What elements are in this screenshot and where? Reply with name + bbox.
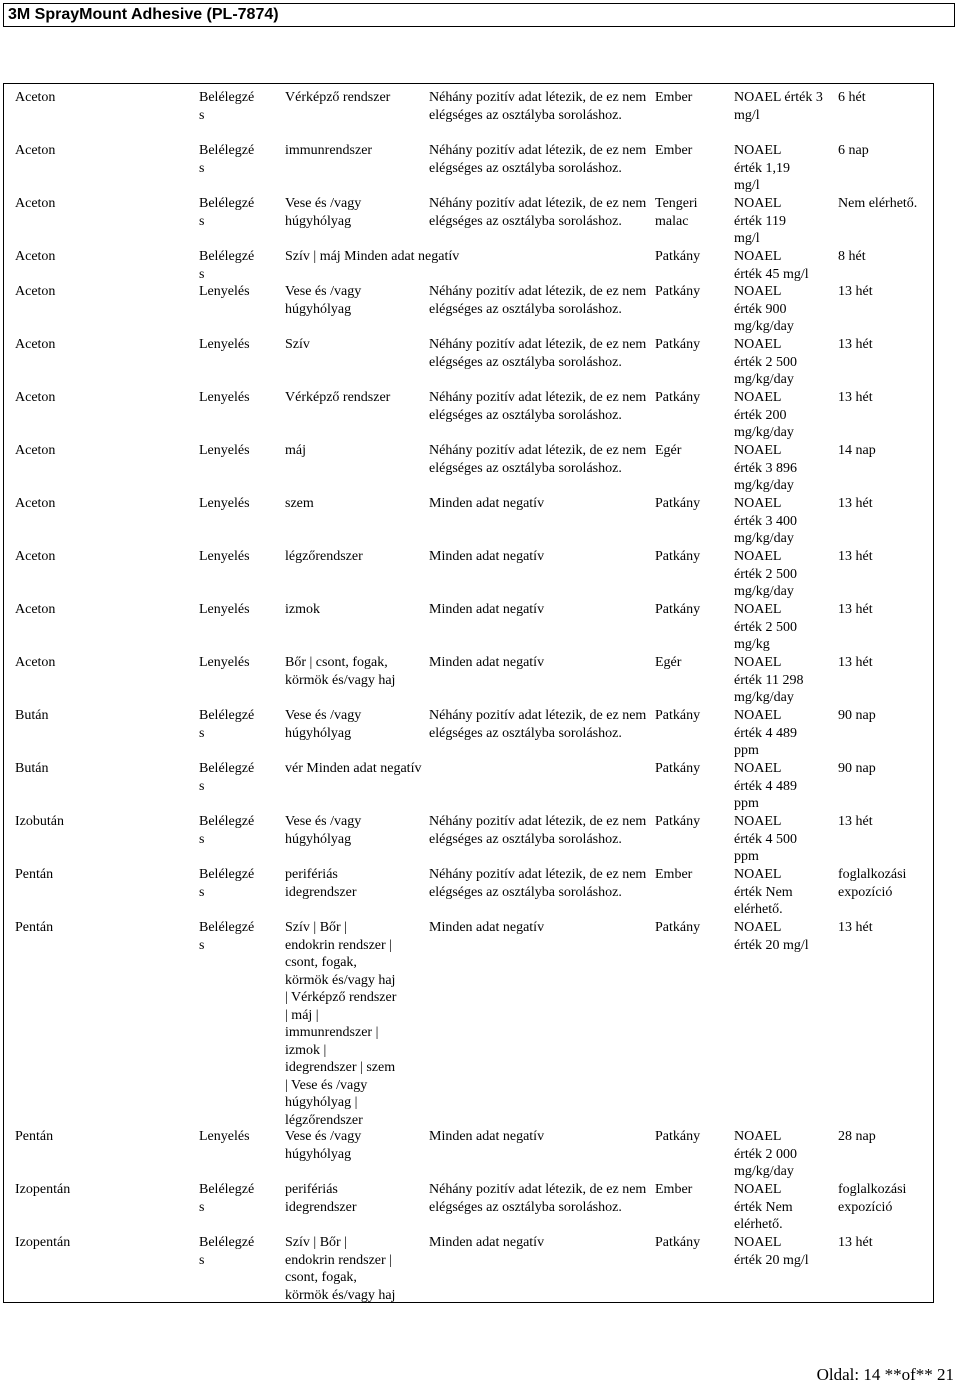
species-cell: Patkány: [655, 814, 701, 829]
species-cell: Egér: [655, 655, 682, 670]
result-cell: Minden adat negatív: [429, 549, 545, 564]
result-cell: Minden adat negatív: [429, 1129, 545, 1144]
route-cell: Belélegzé s: [199, 920, 255, 953]
route-cell: Lenyelés: [199, 443, 250, 458]
route-cell: Belélegzé s: [199, 708, 255, 741]
result-cell: Néhány pozitív adat létezik, de ez nem elégséges az osztályba soroláshoz.: [429, 337, 647, 370]
duration-cell: 6 nap: [838, 143, 869, 158]
substance-cell: Bután: [15, 761, 49, 776]
result-cell: Néhány pozitív adat létezik, de ez nem elégséges az osztályba soroláshoz.: [429, 90, 647, 123]
result-cell: Minden adat negatív: [429, 496, 545, 511]
species-cell: Patkány: [655, 1129, 701, 1144]
result-cell: Néhány pozitív adat létezik, de ez nem elégséges az osztályba soroláshoz.: [429, 196, 647, 229]
document-header: 3M SprayMount Adhesive (PL-7874): [3, 3, 955, 27]
substance-cell: Aceton: [15, 655, 56, 670]
duration-cell: 90 nap: [838, 708, 876, 723]
target-organ-cell: szem: [285, 496, 314, 511]
species-cell: Ember: [655, 867, 693, 882]
result-cell: Minden adat negatív: [429, 655, 545, 670]
species-cell: Tengeri malac: [655, 196, 698, 229]
substance-cell: Aceton: [15, 443, 56, 458]
duration-cell: 90 nap: [838, 761, 876, 776]
duration-cell: 8 hét: [838, 249, 866, 264]
target-organ-cell: izmok: [285, 602, 320, 617]
target-organ-cell: Bőr | csont, fogak, körmök és/vagy haj: [285, 655, 396, 688]
value-cell: NOAEL érték 200 mg/kg/day: [734, 390, 794, 440]
species-cell: Ember: [655, 1182, 693, 1197]
result-cell: Néhány pozitív adat létezik, de ez nem elégséges az osztályba soroláshoz.: [429, 143, 647, 176]
target-organ-cell: Vese és /vagy húgyhólyag: [285, 196, 362, 229]
target-organ-cell: immunrendszer: [285, 143, 373, 158]
value-cell: NOAEL érték 3 mg/l: [734, 90, 823, 123]
value-cell: NOAEL érték 900 mg/kg/day: [734, 284, 794, 334]
route-cell: Belélegzé s: [199, 867, 255, 900]
target-organ-cell: Szív | Bőr | endokrin rendszer | csont, fogak, körmök és/vagy haj: [285, 1235, 396, 1303]
substance-cell: Aceton: [15, 143, 56, 158]
result-cell: Néhány pozitív adat létezik, de ez nem elégséges az osztályba soroláshoz.: [429, 708, 647, 741]
route-cell: Belélegzé s: [199, 90, 255, 123]
route-cell: Belélegzé s: [199, 761, 255, 794]
substance-cell: Aceton: [15, 496, 56, 511]
route-cell: Lenyelés: [199, 1129, 250, 1144]
target-organ-cell: Vese és /vagy húgyhólyag: [285, 814, 362, 847]
route-cell: Belélegzé s: [199, 814, 255, 847]
organ-result-cell: vér Minden adat negatív: [285, 761, 422, 776]
substance-cell: Aceton: [15, 549, 56, 564]
substance-cell: Izopentán: [15, 1182, 71, 1197]
route-cell: Belélegzé s: [199, 143, 255, 176]
duration-cell: 28 nap: [838, 1129, 876, 1144]
species-cell: Patkány: [655, 496, 701, 511]
value-cell: NOAEL érték 2 500 mg/kg: [734, 602, 797, 652]
substance-cell: Aceton: [15, 284, 56, 299]
result-cell: Minden adat negatív: [429, 1235, 545, 1250]
toxicity-table: [3, 83, 934, 1303]
target-organ-cell: Vérképző rendszer: [285, 390, 391, 405]
duration-cell: 6 hét: [838, 90, 866, 105]
result-cell: Néhány pozitív adat létezik, de ez nem elégséges az osztályba soroláshoz.: [429, 443, 647, 476]
value-cell: NOAEL érték 20 mg/l: [734, 1235, 809, 1268]
value-cell: NOAEL érték 1,19 mg/l: [734, 143, 790, 193]
duration-cell: 13 hét: [838, 920, 873, 935]
duration-cell: 13 hét: [838, 1235, 873, 1250]
target-organ-cell: légzőrendszer: [285, 549, 363, 564]
substance-cell: Aceton: [15, 337, 56, 352]
value-cell: NOAEL érték 4 500 ppm: [734, 814, 797, 864]
value-cell: NOAEL érték 2 500 mg/kg/day: [734, 549, 797, 599]
duration-cell: foglalkozási expozíció: [838, 1182, 907, 1215]
value-cell: NOAEL érték 3 400 mg/kg/day: [734, 496, 797, 546]
value-cell: NOAEL érték 45 mg/l: [734, 249, 809, 282]
result-cell: Néhány pozitív adat létezik, de ez nem elégséges az osztályba soroláshoz.: [429, 390, 647, 423]
value-cell: NOAEL érték 4 489 ppm: [734, 708, 797, 758]
species-cell: Patkány: [655, 1235, 701, 1250]
duration-cell: 13 hét: [838, 390, 873, 405]
result-cell: Néhány pozitív adat létezik, de ez nem elégséges az osztályba soroláshoz.: [429, 284, 647, 317]
duration-cell: 14 nap: [838, 443, 876, 458]
route-cell: Lenyelés: [199, 655, 250, 670]
route-cell: Lenyelés: [199, 549, 250, 564]
result-cell: Néhány pozitív adat létezik, de ez nem elégséges az osztályba soroláshoz.: [429, 1182, 647, 1215]
route-cell: Lenyelés: [199, 337, 250, 352]
species-cell: Patkány: [655, 284, 701, 299]
route-cell: Lenyelés: [199, 496, 250, 511]
target-organ-cell: Szív | Bőr | endokrin rendszer | csont, fogak, körmök és/vagy haj | Vérképző rendszer | máj | immunrendszer | izmok | idegrendszer | szem | Vese és /vagy húgyhólyag | légzőrendszer: [285, 920, 397, 1128]
substance-cell: Aceton: [15, 602, 56, 617]
value-cell: NOAEL érték Nem elérhető.: [734, 1182, 793, 1232]
species-cell: Ember: [655, 90, 693, 105]
route-cell: Belélegzé s: [199, 1235, 255, 1268]
substance-cell: Bután: [15, 708, 49, 723]
target-organ-cell: Szív: [285, 337, 310, 352]
species-cell: Patkány: [655, 390, 701, 405]
organ-result-cell: Szív | máj Minden adat negatív: [285, 249, 460, 264]
route-cell: Belélegzé s: [199, 196, 255, 229]
route-cell: Lenyelés: [199, 284, 250, 299]
substance-cell: Pentán: [15, 1129, 54, 1144]
duration-cell: 13 hét: [838, 602, 873, 617]
species-cell: Patkány: [655, 602, 701, 617]
value-cell: NOAEL érték Nem elérhető.: [734, 867, 793, 917]
substance-cell: Pentán: [15, 867, 54, 882]
route-cell: Lenyelés: [199, 390, 250, 405]
value-cell: NOAEL érték 4 489 ppm: [734, 761, 797, 811]
species-cell: Patkány: [655, 249, 701, 264]
duration-cell: 13 hét: [838, 496, 873, 511]
duration-cell: 13 hét: [838, 284, 873, 299]
value-cell: NOAEL érték 119 mg/l: [734, 196, 786, 246]
species-cell: Egér: [655, 443, 682, 458]
species-cell: Patkány: [655, 761, 701, 776]
substance-cell: Aceton: [15, 196, 56, 211]
value-cell: NOAEL érték 2 000 mg/kg/day: [734, 1129, 797, 1179]
species-cell: Patkány: [655, 549, 701, 564]
duration-cell: 13 hét: [838, 549, 873, 564]
value-cell: NOAEL érték 11 298 mg/kg/day: [734, 655, 804, 705]
value-cell: NOAEL érték 20 mg/l: [734, 920, 809, 953]
substance-cell: Aceton: [15, 249, 56, 264]
species-cell: Ember: [655, 143, 693, 158]
result-cell: Minden adat negatív: [429, 920, 545, 935]
species-cell: Patkány: [655, 920, 701, 935]
duration-cell: 13 hét: [838, 814, 873, 829]
substance-cell: Pentán: [15, 920, 54, 935]
substance-cell: Izobután: [15, 814, 64, 829]
target-organ-cell: perifériás idegrendszer: [285, 1182, 357, 1215]
result-cell: Minden adat negatív: [429, 602, 545, 617]
duration-cell: Nem elérhető.: [838, 196, 918, 211]
value-cell: NOAEL érték 2 500 mg/kg/day: [734, 337, 797, 387]
route-cell: Belélegzé s: [199, 249, 255, 282]
target-organ-cell: máj: [285, 443, 306, 458]
duration-cell: foglalkozási expozíció: [838, 867, 907, 900]
page-number: Oldal: 14 **of** 21: [816, 1365, 954, 1384]
route-cell: Lenyelés: [199, 602, 250, 617]
value-cell: NOAEL érték 3 896 mg/kg/day: [734, 443, 797, 493]
substance-cell: Izopentán: [15, 1235, 71, 1250]
substance-cell: Aceton: [15, 90, 56, 105]
duration-cell: 13 hét: [838, 337, 873, 352]
species-cell: Patkány: [655, 708, 701, 723]
target-organ-cell: Vérképző rendszer: [285, 90, 391, 105]
duration-cell: 13 hét: [838, 655, 873, 670]
substance-cell: Aceton: [15, 390, 56, 405]
target-organ-cell: perifériás idegrendszer: [285, 867, 357, 900]
result-cell: Néhány pozitív adat létezik, de ez nem elégséges az osztályba soroláshoz.: [429, 867, 647, 900]
species-cell: Patkány: [655, 337, 701, 352]
result-cell: Néhány pozitív adat létezik, de ez nem elégséges az osztályba soroláshoz.: [429, 814, 647, 847]
target-organ-cell: Vese és /vagy húgyhólyag: [285, 284, 362, 317]
target-organ-cell: Vese és /vagy húgyhólyag: [285, 1129, 362, 1162]
route-cell: Belélegzé s: [199, 1182, 255, 1215]
target-organ-cell: Vese és /vagy húgyhólyag: [285, 708, 362, 741]
